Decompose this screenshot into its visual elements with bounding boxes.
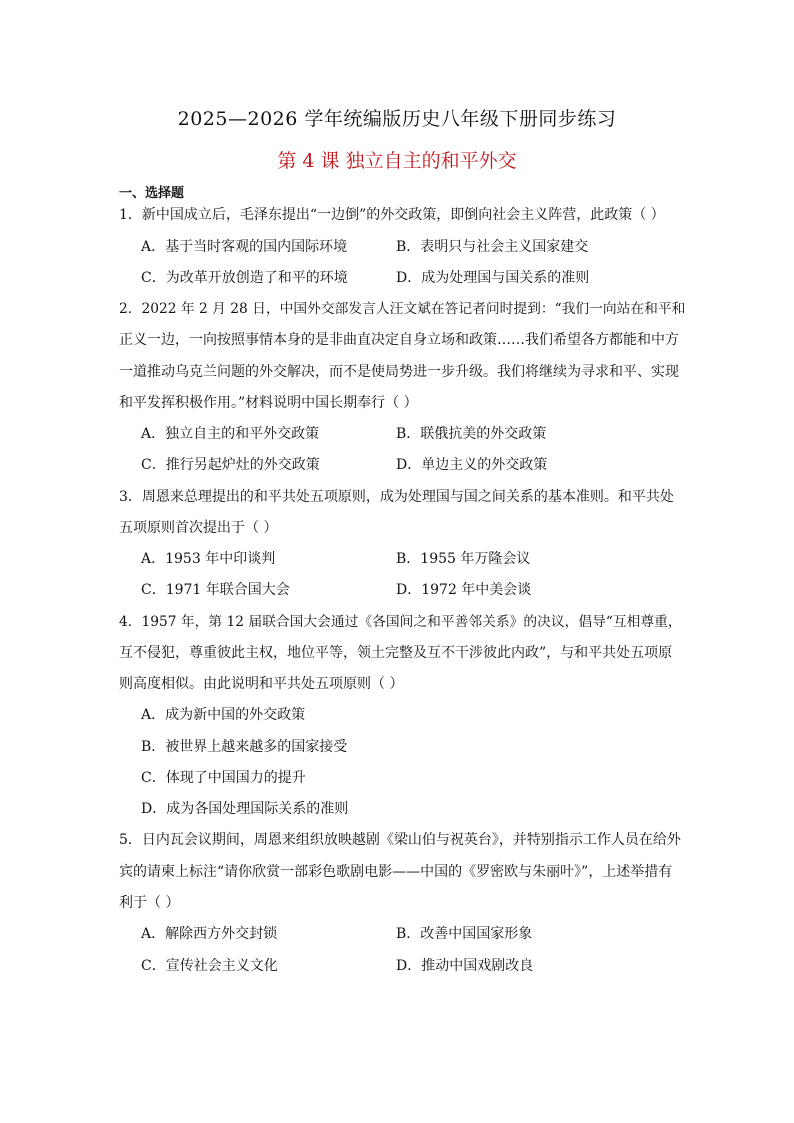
question-4-option-a: A．成为新中国的外交政策 xyxy=(141,707,306,723)
question-5-option-d: D．推动中国戏剧改良 xyxy=(396,958,534,974)
lesson-title: 第 4 课 独立自主的和平外交 xyxy=(277,150,517,172)
question-3-text-line-1: 3．周恩来总理提出的和平共处五项原则，成为处理国与国之间关系的基本准则。和平共处 xyxy=(119,489,674,505)
question-2-option-d: D．单边主义的外交政策 xyxy=(396,457,548,473)
question-5-text-line-3: 利于（ ） xyxy=(119,895,180,911)
question-1-option-d: D．成为处理国与国关系的准则 xyxy=(396,270,590,286)
question-4-option-b: B．被世界上越来越多的国家接受 xyxy=(141,739,348,755)
question-5-text-line-1: 5．日内瓦会议期间，周恩来组织放映越剧《梁山伯与祝英台》，并特别指示工作人员在给外 xyxy=(119,832,681,848)
page-title: 2025—2026 学年统编版历史八年级下册同步练习 xyxy=(177,108,617,130)
question-2-option-b: B．联俄抗美的外交政策 xyxy=(396,426,547,442)
question-3-option-d: D．1972 年中美会谈 xyxy=(396,582,532,598)
question-3-option-b: B．1955 年万隆会议 xyxy=(396,551,531,567)
question-5-option-a: A．解除西方外交封锁 xyxy=(141,926,278,942)
question-2-text-line-1: 2．2022 年 2 月 28 日，中国外交部发言人汪文斌在答记者问时提到：“我们一向站在和平和 xyxy=(119,301,686,317)
question-4-option-c: C．体现了中国国力的提升 xyxy=(141,770,306,786)
question-5-text-line-2: 宾的请柬上标注“请你欣赏一部彩色歌剧电影——中国的《罗密欧与朱丽叶》”，上述举措有 xyxy=(119,864,673,880)
question-4-option-d: D．成为各国处理国际关系的准则 xyxy=(141,801,349,817)
section-heading: 一、选择题 xyxy=(119,186,185,201)
question-5-option-b: B．改善中国国家形象 xyxy=(396,926,533,942)
question-2-text-line-4: 和平发挥积极作用。”材料说明中国长期奉行（ ） xyxy=(119,395,418,411)
question-4-text-line-2: 互不侵犯，尊重彼此主权，地位平等，领土完整及互不干涉彼此内政”，与和平共处五项原 xyxy=(119,645,673,661)
question-1-text: 1．新中国成立后，毛泽东提出“一边倒”的外交政策，即倒向社会主义阵营，此政策（ ） xyxy=(119,207,665,223)
question-3-text-line-2: 五项原则首次提出于（ ） xyxy=(119,520,278,536)
question-3-option-a: A．1953 年中印谈判 xyxy=(141,551,276,567)
question-2-text-line-3: 一道推动乌克兰问题的外交解决，而不是使局势进一步升级。我们将继续为寻求和平、实现 xyxy=(119,364,679,380)
question-2-text-line-2: 正义一边，一向按照事情本身的是非曲直决定自身立场和政策……我们希望各方都能和中方 xyxy=(119,332,679,348)
question-2-option-c: C．推行另起炉灶的外交政策 xyxy=(141,457,320,473)
question-1-option-c: C．为改革开放创造了和平的环境 xyxy=(141,270,348,286)
question-4-text-line-1: 4．1957 年，第 12 届联合国大会通过《各国间之和平善邻关系》的决议，倡导“互相尊重， xyxy=(119,614,682,630)
question-3-option-c: C．1971 年联合国大会 xyxy=(141,582,290,598)
question-1-option-b: B．表明只与社会主义国家建交 xyxy=(396,239,589,255)
question-1-option-a: A．基于当时客观的国内国际环境 xyxy=(141,239,348,255)
question-2-option-a: A．独立自主的和平外交政策 xyxy=(141,426,320,442)
question-5-option-c: C．宣传社会主义文化 xyxy=(141,958,278,974)
question-4-text-line-3: 则高度相似。由此说明和平共处五项原则（ ） xyxy=(119,676,404,692)
